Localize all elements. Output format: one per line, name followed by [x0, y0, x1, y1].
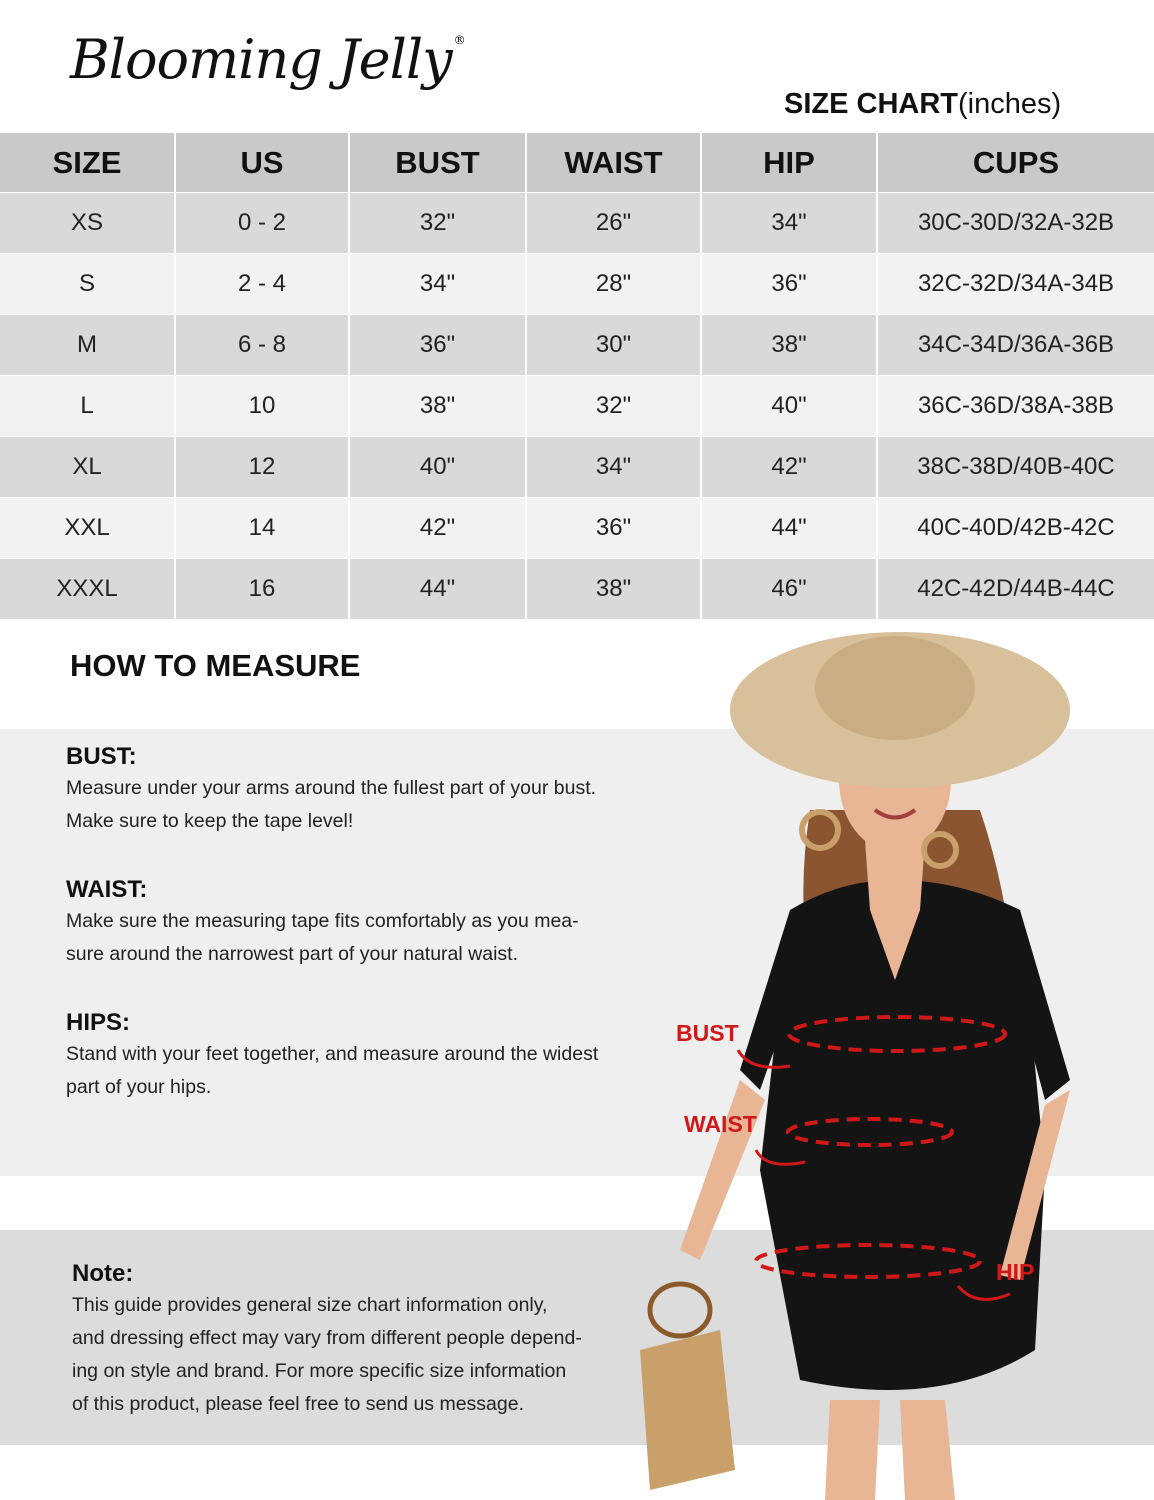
bust-annotation: BUST	[676, 1020, 739, 1046]
cell-cups: 36C-36D/38A-38B	[917, 392, 1115, 419]
header-waist: WAIST	[527, 133, 702, 192]
cell-us: 2 - 4	[176, 254, 350, 314]
header-hip: HIP	[702, 133, 878, 192]
cell-waist: 28"	[527, 254, 702, 314]
note-line: This guide provides general size chart information only,	[72, 1294, 548, 1316]
cell-bust: 34"	[350, 254, 527, 314]
bust-instructions	[66, 742, 666, 838]
hips-line: Stand with your feet together, and measure around the widest	[66, 1043, 599, 1065]
how-to-measure-title: HOW TO MEASURE	[70, 648, 361, 683]
note-section	[72, 1259, 632, 1421]
brand-logo	[70, 28, 465, 91]
hips-instructions	[66, 1008, 666, 1104]
table-row	[0, 253, 1154, 314]
cell-hip: 34"	[702, 193, 878, 253]
bust-line: Make sure to keep the tape level!	[66, 810, 354, 832]
size-chart-title	[784, 88, 1061, 121]
waist-line: sure around the narrowest part of your natural waist.	[66, 943, 518, 965]
cell-size: XS	[0, 193, 176, 253]
size-chart-unit: (inches)	[958, 88, 1062, 120]
note-line: ing on style and brand. For more specific size information	[72, 1360, 567, 1382]
cell-waist: 32"	[527, 376, 702, 436]
brand-name: Blooming Jelly	[70, 28, 452, 91]
cell-us: 6 - 8	[176, 315, 350, 375]
bag-handle	[650, 1284, 710, 1336]
size-chart-label: SIZE CHART	[784, 88, 958, 120]
note-line: of this product, please feel free to send us message.	[72, 1393, 525, 1415]
cell-size: S	[0, 254, 176, 314]
cell-bust: 32"	[350, 193, 527, 253]
cell-cups: 32C-32D/34A-34B	[917, 270, 1115, 297]
header-size: SIZE	[0, 133, 176, 192]
cell-hip: 42"	[702, 437, 878, 497]
cell-size: XXL	[0, 498, 176, 558]
cell-size: M	[0, 315, 176, 375]
note-label: Note:	[72, 1260, 134, 1287]
hips-line: part of your hips.	[66, 1076, 212, 1098]
cell-bust: 42"	[350, 498, 527, 558]
left-arm	[680, 1080, 765, 1260]
header-cups: CUPS	[972, 144, 1060, 180]
cell-waist: 38"	[527, 559, 702, 619]
cell-waist: 34"	[527, 437, 702, 497]
registered-mark: ®	[453, 33, 465, 47]
table-row	[0, 192, 1154, 253]
cell-bust: 38"	[350, 376, 527, 436]
model-illustration	[640, 610, 1154, 1500]
cell-size: XXXL	[0, 559, 176, 619]
cell-hip: 40"	[702, 376, 878, 436]
left-leg	[825, 1400, 880, 1500]
cell-hip: 38"	[702, 315, 878, 375]
hip-annotation: HIP	[996, 1259, 1035, 1285]
header-bust: BUST	[350, 133, 527, 192]
waist-label: WAIST:	[66, 876, 148, 903]
cell-us: 16	[176, 559, 350, 619]
hips-label: HIPS:	[66, 1009, 131, 1036]
table-row	[0, 314, 1154, 375]
cell-us: 10	[176, 376, 350, 436]
sun-hat-crown	[815, 636, 975, 740]
bust-line: Measure under your arms around the fullest part of your bust.	[66, 777, 597, 799]
waist-line: Make sure the measuring tape fits comfortably as you mea-	[66, 910, 579, 932]
cell-us: 0 - 2	[176, 193, 350, 253]
cell-us: 12	[176, 437, 350, 497]
waist-instructions	[66, 875, 666, 971]
bust-label: BUST:	[66, 743, 137, 770]
cell-waist: 30"	[527, 315, 702, 375]
note-line: and dressing effect may vary from different people depend-	[72, 1327, 582, 1349]
straw-bag	[640, 1330, 735, 1490]
cell-us: 14	[176, 498, 350, 558]
cell-size: L	[0, 376, 176, 436]
cell-waist: 36"	[527, 498, 702, 558]
table-header-row	[0, 133, 1154, 192]
cell-cups: 42C-42D/44B-44C	[917, 575, 1115, 602]
cell-cups: 34C-34D/36A-36B	[917, 331, 1115, 358]
table-row	[0, 436, 1154, 497]
size-chart-table	[0, 133, 1154, 619]
cell-hip: 46"	[702, 559, 878, 619]
table-row	[0, 497, 1154, 558]
table-row	[0, 375, 1154, 436]
cell-cups: 40C-40D/42B-42C	[917, 514, 1115, 541]
cell-hip: 36"	[702, 254, 878, 314]
cell-bust: 36"	[350, 315, 527, 375]
cell-cups: 30C-30D/32A-32B	[917, 209, 1115, 236]
cell-bust: 44"	[350, 559, 527, 619]
waist-annotation: WAIST	[684, 1111, 757, 1137]
right-leg	[900, 1400, 955, 1500]
cell-bust: 40"	[350, 437, 527, 497]
cell-size: XL	[0, 437, 176, 497]
cell-hip: 44"	[702, 498, 878, 558]
cell-cups: 38C-38D/40B-40C	[917, 453, 1115, 480]
header-us: US	[176, 133, 350, 192]
cell-waist: 26"	[527, 193, 702, 253]
